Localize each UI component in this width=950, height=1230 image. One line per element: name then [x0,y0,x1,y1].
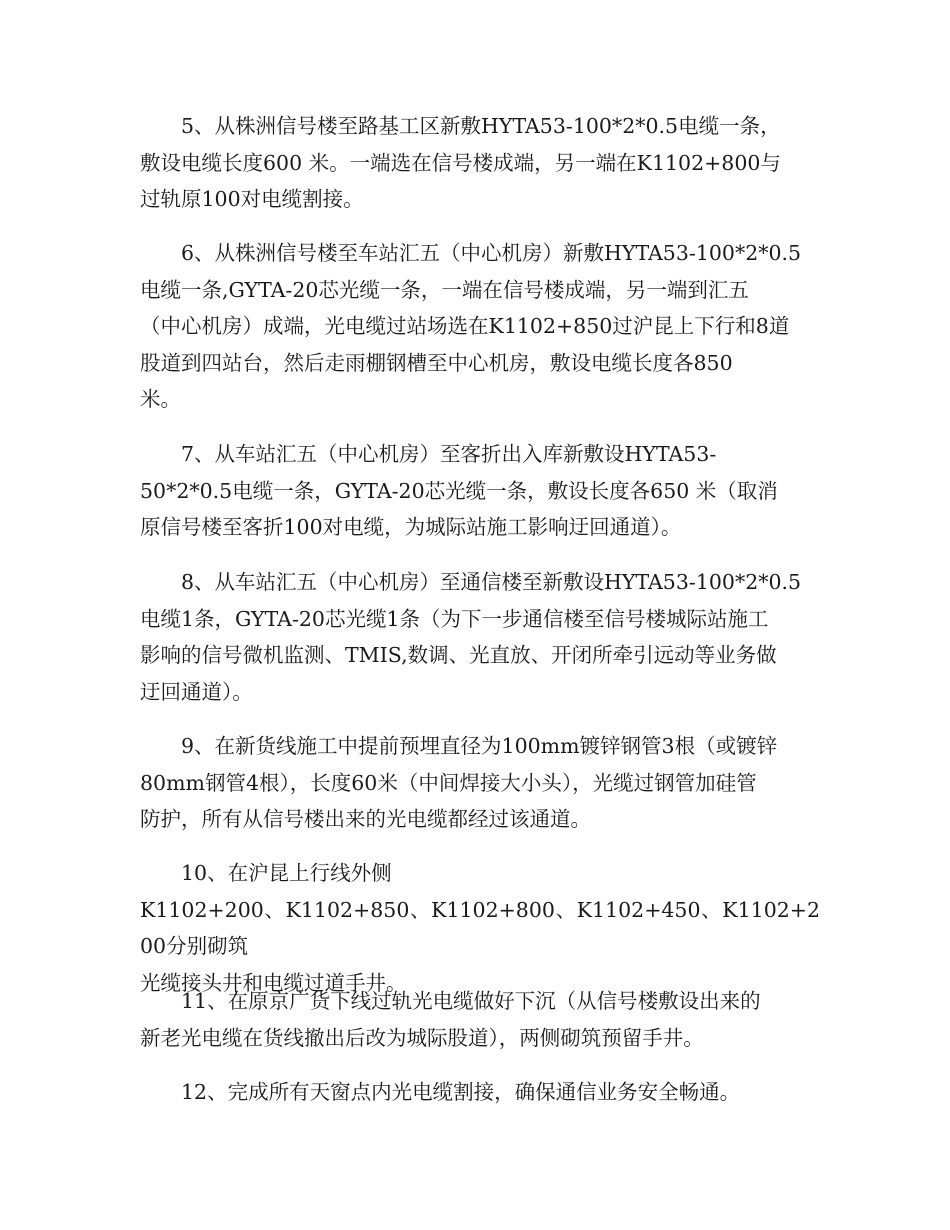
paragraph-item-8: 8、从车站汇五（中心机房）至通信楼至新敷设HYTA53-100*2*0.5 电缆1条，GYTA-20芯光缆1条（为下一步通信楼至信号楼城际站施工 影响的信号微机监测、TMIS,数调、光直放、开闭所牵引远动等业务做 迂回通道）。 [140,570,802,704]
paragraph-item-10: 10、在沪昆上行线外侧 K1102+200、K1102+850、K1102+800、K1102+450、K1102+200分别砌筑 光缆接头井和电缆过道手井。 [140,861,820,995]
paragraph-item-6: 6、从株洲信号楼至车站汇五（中心机房）新敷HYTA53-100*2*0.5 电缆一条,GYTA-20芯光缆一条，一端在信号楼成端，另一端到汇五 （中心机房）成端，光电缆过站场选在K1102+850过沪昆上下行和8道 股道到四站台，然后走雨棚钢槽至中心机房，敷设电缆长度各850 米。 [140,241,802,411]
paragraph-item-12: 12、完成所有天窗点内光电缆割接，确保通信业务安全畅通。 [181,1080,741,1104]
paragraph-item-9: 9、在新货线施工中提前预埋直径为100mm镀锌钢管3根（或镀锌 80mm钢管4根），长度60米（中间焊接大小头），光缆过钢管加硅管 防护，所有从信号楼出来的光电缆都经过该通道。 [140,734,778,831]
paragraph-item-7: 7、从车站汇五（中心机房）至客折出入库新敷设HYTA53- 50*2*0.5电缆一条，GYTA-20芯光缆一条，敷设长度各650 米（取消 原信号楼至客折100对电缆，为城际站施工影响迂回通道）。 [140,442,778,539]
paragraph-item-11: 11、在原京广货下线过轨光电缆做好下沉（从信号楼敷设出来的 新老光电缆在货线撤出后改为城际股道），两侧砌筑预留手井。 [140,989,761,1050]
paragraph-item-5: 5、从株洲信号楼至路基工区新敷HYTA53-100*2*0.5电缆一条， 敷设电缆长度600 米。一端选在信号楼成端，另一端在K1102+800与 过轨原100对电缆割接。 [140,114,781,211]
